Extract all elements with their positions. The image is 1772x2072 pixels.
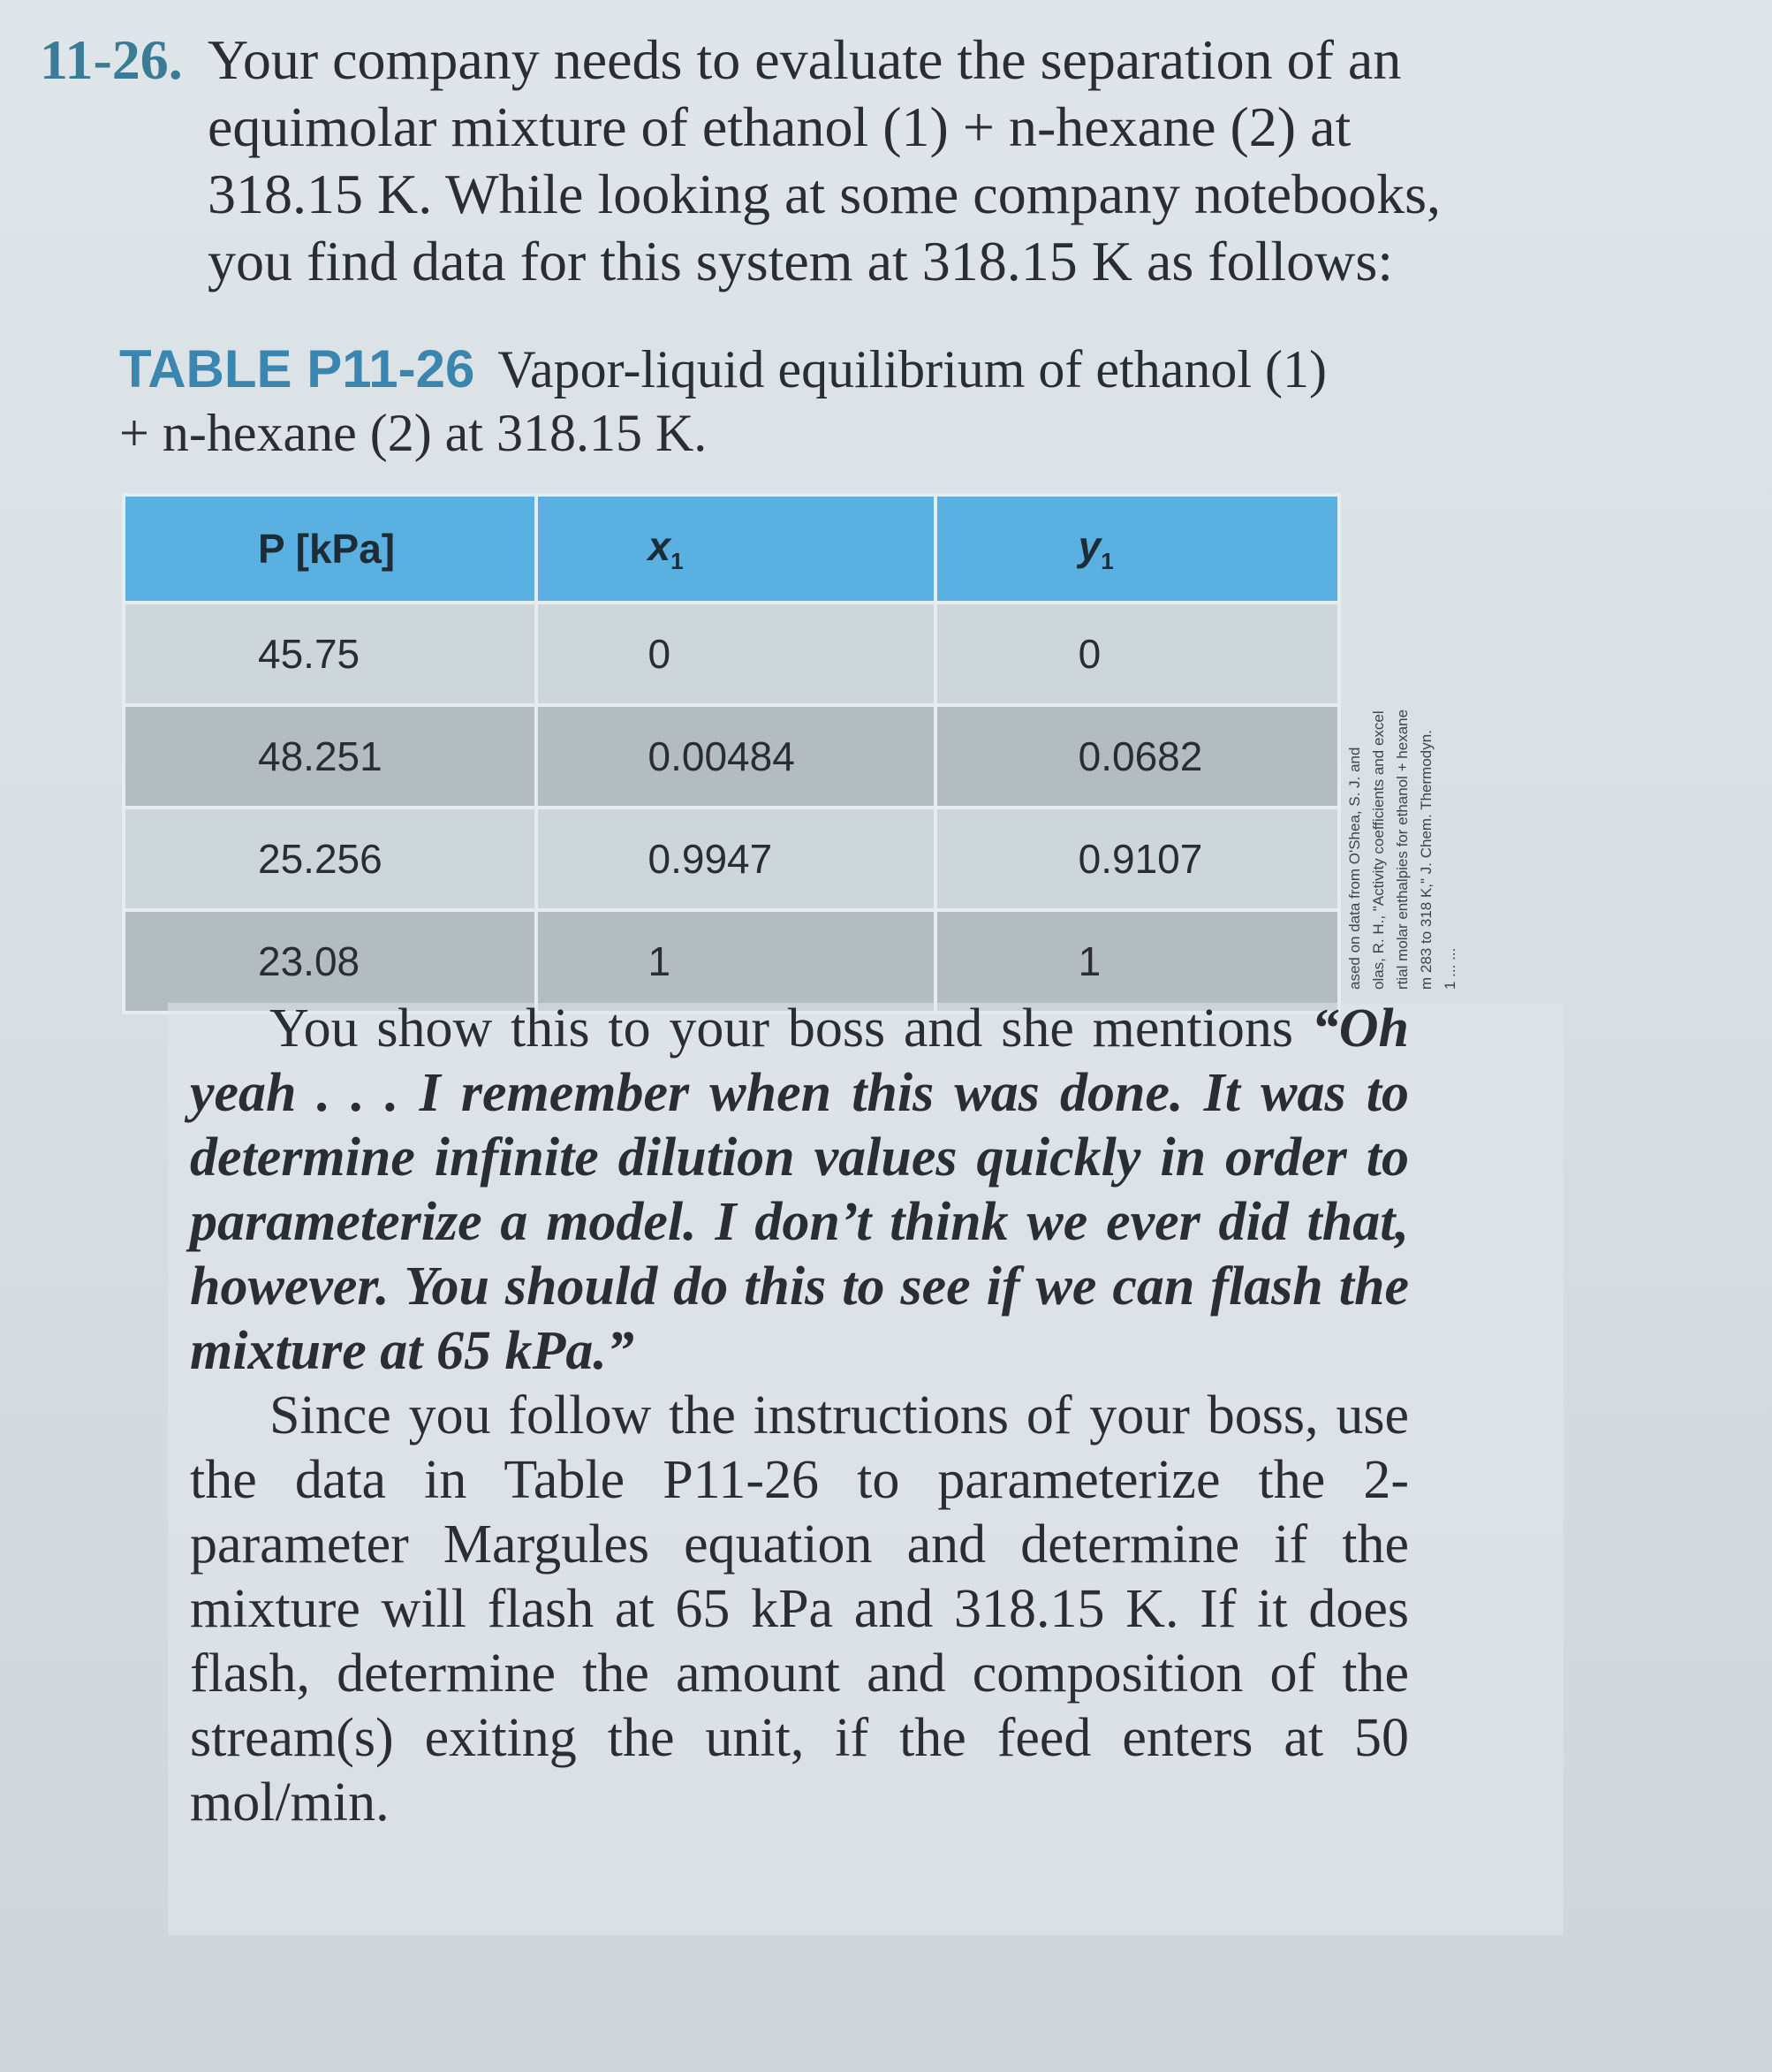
table-label: TABLE P11-26	[119, 339, 475, 398]
header-y1-subscript: 1	[1101, 548, 1114, 575]
cell-pressure: 25.256	[124, 808, 536, 910]
table-source-note: ased on data from O'Shea, S. J. and olas, R. H., "Activity coefficients and excel rtial molar enthalpies for ethanol + hexane m 283 to 318 K," J. Chem. Thermodyn. 1 ... ...	[1346, 709, 1458, 990]
header-x1-subscript: 1	[670, 548, 684, 575]
cell-x1: 0.9947	[536, 808, 935, 910]
vle-data-table	[122, 493, 1341, 1014]
boss-paragraph	[190, 997, 1409, 1384]
cell-pressure: 45.75	[124, 603, 536, 705]
problem-intro: Your company needs to evaluate the separation of an equimolar mixture of ethanol (1) + n-hexane (2) at 318.15 K. While looking at some company notebooks, you find data for this system at 318.15 K as follows:	[208, 28, 1441, 292]
header-pressure: P [kPa]	[124, 495, 536, 603]
table-row	[124, 705, 1339, 808]
header-y1: $y_1$	[935, 495, 1339, 603]
table-row	[124, 603, 1339, 705]
cell-y1: 0.0682	[935, 705, 1339, 808]
table-row	[124, 808, 1339, 910]
cell-x1: 0.00484	[536, 705, 935, 808]
problem-body	[190, 997, 1409, 1835]
header-x1: $x_1$	[536, 495, 935, 603]
problem-number: 11-26.	[40, 28, 183, 91]
boss-quote: “Oh yeah . . . I remember when this was done. It was to determine infinite dilution values quickly in order to parameterize a model. I don’t think we ever did that, however. You should do this to see if we can flash the mixture at 65 kPa.”	[190, 998, 1410, 1381]
task-paragraph: Since you follow the instructions of your boss, use the data in Table P11-26 to parameterize the 2-parameter Margules equation and determine if the mixture will flash at 65 kPa and 318.15 K. If it does flash, determine the amount and composition of the stream(s) exiting the unit, if the feed enters at 50 mol/min.	[190, 1385, 1409, 1833]
cell-y1: 0	[935, 603, 1339, 705]
cell-y1: 0.9107	[935, 808, 1339, 910]
cell-y1: 1	[935, 910, 1339, 1013]
cell-pressure: 23.08	[124, 910, 536, 1013]
table-caption	[119, 338, 1356, 465]
boss-lead: You show this to your boss and she mentions	[269, 998, 1293, 1059]
table-caption-text: Vapor-liquid equilibrium of ethanol (1) + n-hexane (2) at 318.15 K.	[119, 340, 1327, 462]
cell-x1: 1	[536, 910, 935, 1013]
cell-x1: 0	[536, 603, 935, 705]
table-header-row	[124, 495, 1339, 603]
cell-pressure: 48.251	[124, 705, 536, 808]
